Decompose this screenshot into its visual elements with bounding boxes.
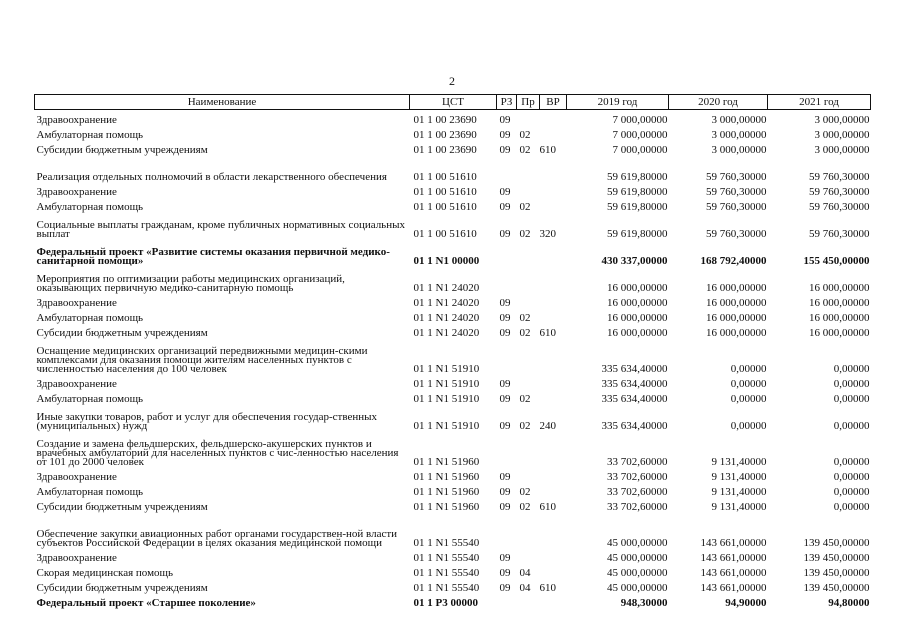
cell-rz <box>497 239 517 266</box>
cell-name: Амбулаторная помощь <box>36 129 144 141</box>
cell-name: Амбулаторная помощь <box>36 393 144 405</box>
table-row <box>35 482 871 497</box>
table-row <box>35 266 871 293</box>
cell-name: Оснащение медицинских организаций передвижными медицин-скими комплексами для оказания помощи жителям населенных пунктов с численностью населения до 100 человек <box>36 345 368 375</box>
cell-vr <box>540 431 567 467</box>
cell-2021: 0,00000 <box>833 501 870 513</box>
cell-name: Здравоохранение <box>36 186 117 198</box>
cell-2020: 3 000,00000 <box>711 114 767 126</box>
cell-cst: 01 1 N1 24020 <box>413 297 480 309</box>
cell-2021: 59 760,30000 <box>809 228 870 240</box>
cell-vr <box>540 563 567 578</box>
header-rz: РЗ <box>497 95 517 110</box>
cell-rz: 09 <box>499 327 511 339</box>
cell-cst: 01 1 N1 51960 <box>413 471 480 483</box>
cell-pr: 02 <box>519 228 531 240</box>
cell-pr <box>517 512 540 548</box>
cell-vr <box>540 467 567 482</box>
cell-2021: 16 000,00000 <box>809 282 870 294</box>
cell-vr <box>540 197 567 212</box>
cell-name: Создание и замена фельдшерских, фельдшерско-акушерских пунктов и врачебных амбулаторий для населенных пунктов с чис-ленностью населения от 101 до 2000 человек <box>36 438 399 468</box>
cell-rz: 09 <box>499 297 511 309</box>
cell-name: Скорая медицинская помощь <box>36 567 174 579</box>
cell-name: Субсидии бюджетным учреждениям <box>36 501 208 513</box>
cell-vr <box>540 482 567 497</box>
page-number: 2 <box>449 74 455 88</box>
cell-rz: 09 <box>499 129 511 141</box>
cell-name: Здравоохранение <box>36 552 117 564</box>
cell-2020: 3 000,00000 <box>711 129 767 141</box>
cell-pr <box>517 338 540 374</box>
cell-rz: 09 <box>499 144 511 156</box>
cell-2019: 33 702,60000 <box>607 471 668 483</box>
cell-2020: 59 760,30000 <box>706 186 767 198</box>
table-row <box>35 308 871 323</box>
cell-vr <box>540 374 567 389</box>
cell-pr: 02 <box>519 393 531 405</box>
cell-cst: 01 1 N1 51910 <box>413 378 480 390</box>
cell-rz: 09 <box>499 186 511 198</box>
cell-2021: 155 450,00000 <box>803 255 870 267</box>
cell-name: Федеральный проект «Развитие системы оказания первичной медико-санитарной помощи» <box>36 246 390 267</box>
cell-name: Федеральный проект «Старшее поколение» <box>36 597 256 609</box>
cell-pr <box>517 266 540 293</box>
cell-2021: 59 760,30000 <box>809 186 870 198</box>
table-row <box>35 293 871 308</box>
cell-2020: 9 131,40000 <box>711 471 767 483</box>
cell-name: Социальные выплаты гражданам, кроме публичных нормативных социальных выплат <box>36 219 405 240</box>
cell-vr: 610 <box>539 327 556 339</box>
cell-2019: 7 000,00000 <box>612 144 668 156</box>
cell-2019: 16 000,00000 <box>607 282 668 294</box>
cell-pr: 02 <box>519 486 531 498</box>
cell-pr: 02 <box>519 312 531 324</box>
cell-pr <box>517 293 540 308</box>
table-row <box>35 578 871 593</box>
cell-cst: 01 1 00 51610 <box>413 171 477 183</box>
cell-2021: 3 000,00000 <box>814 144 870 156</box>
cell-2020: 94,90000 <box>725 597 767 609</box>
cell-vr <box>540 155 567 182</box>
cell-vr <box>540 239 567 266</box>
cell-cst: 01 1 N1 51960 <box>413 486 480 498</box>
cell-2019: 45 000,00000 <box>607 582 668 594</box>
cell-vr <box>540 593 567 608</box>
table-row <box>35 197 871 212</box>
cell-2019: 59 619,80000 <box>607 186 668 198</box>
cell-2019: 59 619,80000 <box>607 171 668 183</box>
cell-name: Здравоохранение <box>36 378 117 390</box>
cell-name: Амбулаторная помощь <box>36 486 144 498</box>
cell-2020: 59 760,30000 <box>706 228 767 240</box>
cell-vr: 610 <box>539 501 556 513</box>
cell-pr <box>517 593 540 608</box>
table-row <box>35 389 871 404</box>
cell-2019: 16 000,00000 <box>607 297 668 309</box>
cell-2021: 0,00000 <box>833 378 870 390</box>
cell-2019: 335 634,40000 <box>601 363 668 375</box>
cell-2021: 94,80000 <box>828 597 870 609</box>
header-pr: Пр <box>517 95 540 110</box>
cell-name: Субсидии бюджетным учреждениям <box>36 582 208 594</box>
cell-cst: 01 1 N1 55540 <box>413 567 480 579</box>
cell-cst: 01 1 00 51610 <box>413 186 477 198</box>
cell-cst: 01 1 N1 51910 <box>413 420 480 432</box>
header-2020: 2020 год <box>669 95 768 110</box>
cell-vr <box>540 389 567 404</box>
cell-cst: 01 1 00 23690 <box>413 129 477 141</box>
table-row <box>35 404 871 431</box>
table-row <box>35 239 871 266</box>
cell-rz: 09 <box>499 228 511 240</box>
cell-pr: 02 <box>519 327 531 339</box>
cell-pr <box>517 374 540 389</box>
cell-rz: 09 <box>499 582 511 594</box>
cell-vr <box>540 512 567 548</box>
cell-2021: 0,00000 <box>833 363 870 375</box>
budget-table <box>34 94 871 608</box>
cell-name: Здравоохранение <box>36 297 117 309</box>
cell-name: Реализация отдельных полномочий в области лекарственного обеспечения <box>36 171 387 183</box>
cell-2019: 335 634,40000 <box>601 393 668 405</box>
cell-vr <box>540 338 567 374</box>
cell-2019: 59 619,80000 <box>607 228 668 240</box>
cell-2019: 33 702,60000 <box>607 501 668 513</box>
cell-2021: 0,00000 <box>833 393 870 405</box>
cell-2021: 139 450,00000 <box>803 582 870 594</box>
table-row <box>35 125 871 140</box>
cell-2019: 335 634,40000 <box>601 420 668 432</box>
cell-name: Здравоохранение <box>36 114 117 126</box>
cell-cst: 01 1 00 23690 <box>413 144 477 156</box>
cell-pr <box>517 155 540 182</box>
table-row <box>35 593 871 608</box>
cell-pr <box>517 431 540 467</box>
cell-vr <box>540 110 567 126</box>
cell-vr: 240 <box>539 420 556 432</box>
cell-2019: 33 702,60000 <box>607 456 668 468</box>
header-cst: ЦСТ <box>410 95 497 110</box>
cell-2020: 9 131,40000 <box>711 456 767 468</box>
cell-rz <box>497 593 517 608</box>
header-vr: ВР <box>540 95 567 110</box>
cell-rz: 09 <box>499 114 511 126</box>
cell-vr <box>540 182 567 197</box>
table-row <box>35 338 871 374</box>
cell-cst: 01 1 00 51610 <box>413 228 477 240</box>
cell-pr <box>517 110 540 126</box>
table-row <box>35 323 871 338</box>
cell-cst: 01 1 N1 24020 <box>413 312 480 324</box>
cell-2021: 139 450,00000 <box>803 567 870 579</box>
cell-2020: 0,00000 <box>730 378 767 390</box>
cell-2019: 7 000,00000 <box>612 114 668 126</box>
cell-rz <box>497 338 517 374</box>
cell-pr: 04 <box>519 567 531 579</box>
cell-name: Амбулаторная помощь <box>36 201 144 213</box>
cell-2019: 335 634,40000 <box>601 378 668 390</box>
cell-2020: 16 000,00000 <box>706 297 767 309</box>
cell-pr: 02 <box>519 420 531 432</box>
cell-2020: 9 131,40000 <box>711 501 767 513</box>
cell-cst: 01 1 N1 55540 <box>413 537 480 549</box>
cell-2021: 0,00000 <box>833 486 870 498</box>
cell-vr <box>540 125 567 140</box>
cell-cst: 01 1 P3 00000 <box>413 597 478 609</box>
cell-2019: 430 337,00000 <box>601 255 668 267</box>
cell-rz <box>497 266 517 293</box>
table-row <box>35 548 871 563</box>
cell-2021: 16 000,00000 <box>809 327 870 339</box>
cell-2020: 3 000,00000 <box>711 144 767 156</box>
header-name: Наименование <box>35 95 410 110</box>
cell-2021: 0,00000 <box>833 420 870 432</box>
cell-vr <box>540 266 567 293</box>
cell-rz: 09 <box>499 378 511 390</box>
cell-2019: 45 000,00000 <box>607 552 668 564</box>
cell-cst: 01 1 N1 51910 <box>413 363 480 375</box>
cell-cst: 01 1 00 51610 <box>413 201 477 213</box>
cell-pr: 02 <box>519 501 531 513</box>
cell-name: Субсидии бюджетным учреждениям <box>36 327 208 339</box>
cell-rz: 09 <box>499 471 511 483</box>
table-header-row <box>35 95 871 110</box>
table-row <box>35 182 871 197</box>
cell-2019: 16 000,00000 <box>607 312 668 324</box>
cell-2020: 16 000,00000 <box>706 327 767 339</box>
cell-rz: 09 <box>499 201 511 213</box>
cell-2020: 143 661,00000 <box>700 567 767 579</box>
cell-2020: 0,00000 <box>730 393 767 405</box>
cell-2021: 59 760,30000 <box>809 201 870 213</box>
cell-2021: 0,00000 <box>833 471 870 483</box>
cell-vr <box>540 548 567 563</box>
cell-2019: 16 000,00000 <box>607 327 668 339</box>
cell-2020: 16 000,00000 <box>706 282 767 294</box>
cell-vr <box>540 293 567 308</box>
cell-2019: 33 702,60000 <box>607 486 668 498</box>
cell-rz <box>497 155 517 182</box>
cell-2019: 7 000,00000 <box>612 129 668 141</box>
table-row <box>35 155 871 182</box>
table-row <box>35 431 871 467</box>
cell-rz: 09 <box>499 552 511 564</box>
cell-2021: 139 450,00000 <box>803 537 870 549</box>
cell-2020: 143 661,00000 <box>700 582 767 594</box>
cell-rz <box>497 512 517 548</box>
table-row <box>35 512 871 548</box>
cell-2020: 0,00000 <box>730 420 767 432</box>
cell-pr <box>517 467 540 482</box>
cell-vr: 610 <box>539 144 556 156</box>
cell-2020: 16 000,00000 <box>706 312 767 324</box>
cell-name: Амбулаторная помощь <box>36 312 144 324</box>
header-2019: 2019 год <box>567 95 669 110</box>
cell-name: Мероприятия по оптимизации работы медицинских организаций, оказывающих первичную медико-санитарную помощь <box>36 273 345 294</box>
cell-rz: 09 <box>499 312 511 324</box>
cell-cst: 01 1 N1 51910 <box>413 393 480 405</box>
table-row <box>35 140 871 155</box>
cell-cst: 01 1 N1 55540 <box>413 552 480 564</box>
cell-2020: 59 760,30000 <box>706 201 767 213</box>
cell-cst: 01 1 00 23690 <box>413 114 477 126</box>
cell-pr <box>517 182 540 197</box>
cell-2020: 143 661,00000 <box>700 537 767 549</box>
cell-2020: 168 792,40000 <box>700 255 767 267</box>
cell-2021: 16 000,00000 <box>809 297 870 309</box>
table-row <box>35 563 871 578</box>
cell-rz: 09 <box>499 501 511 513</box>
cell-name: Обеспечение закупки авиационных работ органами государствен-ной власти субъектов Российской Федерации в целях оказания медицинской помощи <box>36 528 398 549</box>
cell-pr <box>517 239 540 266</box>
cell-name: Иные закупки товаров, работ и услуг для обеспечения государ-ственных (муниципальных) нужд <box>36 411 378 432</box>
cell-rz <box>497 431 517 467</box>
cell-2019: 948,30000 <box>620 597 668 609</box>
cell-2021: 3 000,00000 <box>814 129 870 141</box>
cell-pr: 02 <box>519 129 531 141</box>
cell-2021: 0,00000 <box>833 456 870 468</box>
cell-2019: 45 000,00000 <box>607 537 668 549</box>
cell-pr: 02 <box>519 201 531 213</box>
cell-2021: 16 000,00000 <box>809 312 870 324</box>
cell-2020: 0,00000 <box>730 363 767 375</box>
cell-rz: 09 <box>499 567 511 579</box>
cell-cst: 01 1 N1 51960 <box>413 456 480 468</box>
cell-rz: 09 <box>499 486 511 498</box>
cell-pr: 02 <box>519 144 531 156</box>
table-row <box>35 497 871 512</box>
cell-cst: 01 1 N1 51960 <box>413 501 480 513</box>
cell-2020: 143 661,00000 <box>700 552 767 564</box>
cell-2019: 45 000,00000 <box>607 567 668 579</box>
table-row <box>35 212 871 239</box>
cell-pr <box>517 548 540 563</box>
cell-vr: 610 <box>539 582 556 594</box>
cell-name: Субсидии бюджетным учреждениям <box>36 144 208 156</box>
cell-name: Здравоохранение <box>36 471 117 483</box>
table-row <box>35 467 871 482</box>
table-row <box>35 110 871 126</box>
cell-pr: 04 <box>519 582 531 594</box>
cell-2020: 59 760,30000 <box>706 171 767 183</box>
cell-rz: 09 <box>499 393 511 405</box>
cell-cst: 01 1 N1 00000 <box>413 255 480 267</box>
cell-2020: 9 131,40000 <box>711 486 767 498</box>
cell-2019: 59 619,80000 <box>607 201 668 213</box>
table-row <box>35 374 871 389</box>
cell-cst: 01 1 N1 24020 <box>413 327 480 339</box>
cell-2021: 59 760,30000 <box>809 171 870 183</box>
header-2021: 2021 год <box>768 95 871 110</box>
cell-2021: 139 450,00000 <box>803 552 870 564</box>
cell-cst: 01 1 N1 55540 <box>413 582 480 594</box>
cell-vr: 320 <box>539 228 556 240</box>
cell-2021: 3 000,00000 <box>814 114 870 126</box>
cell-cst: 01 1 N1 24020 <box>413 282 480 294</box>
cell-vr <box>540 308 567 323</box>
cell-rz: 09 <box>499 420 511 432</box>
